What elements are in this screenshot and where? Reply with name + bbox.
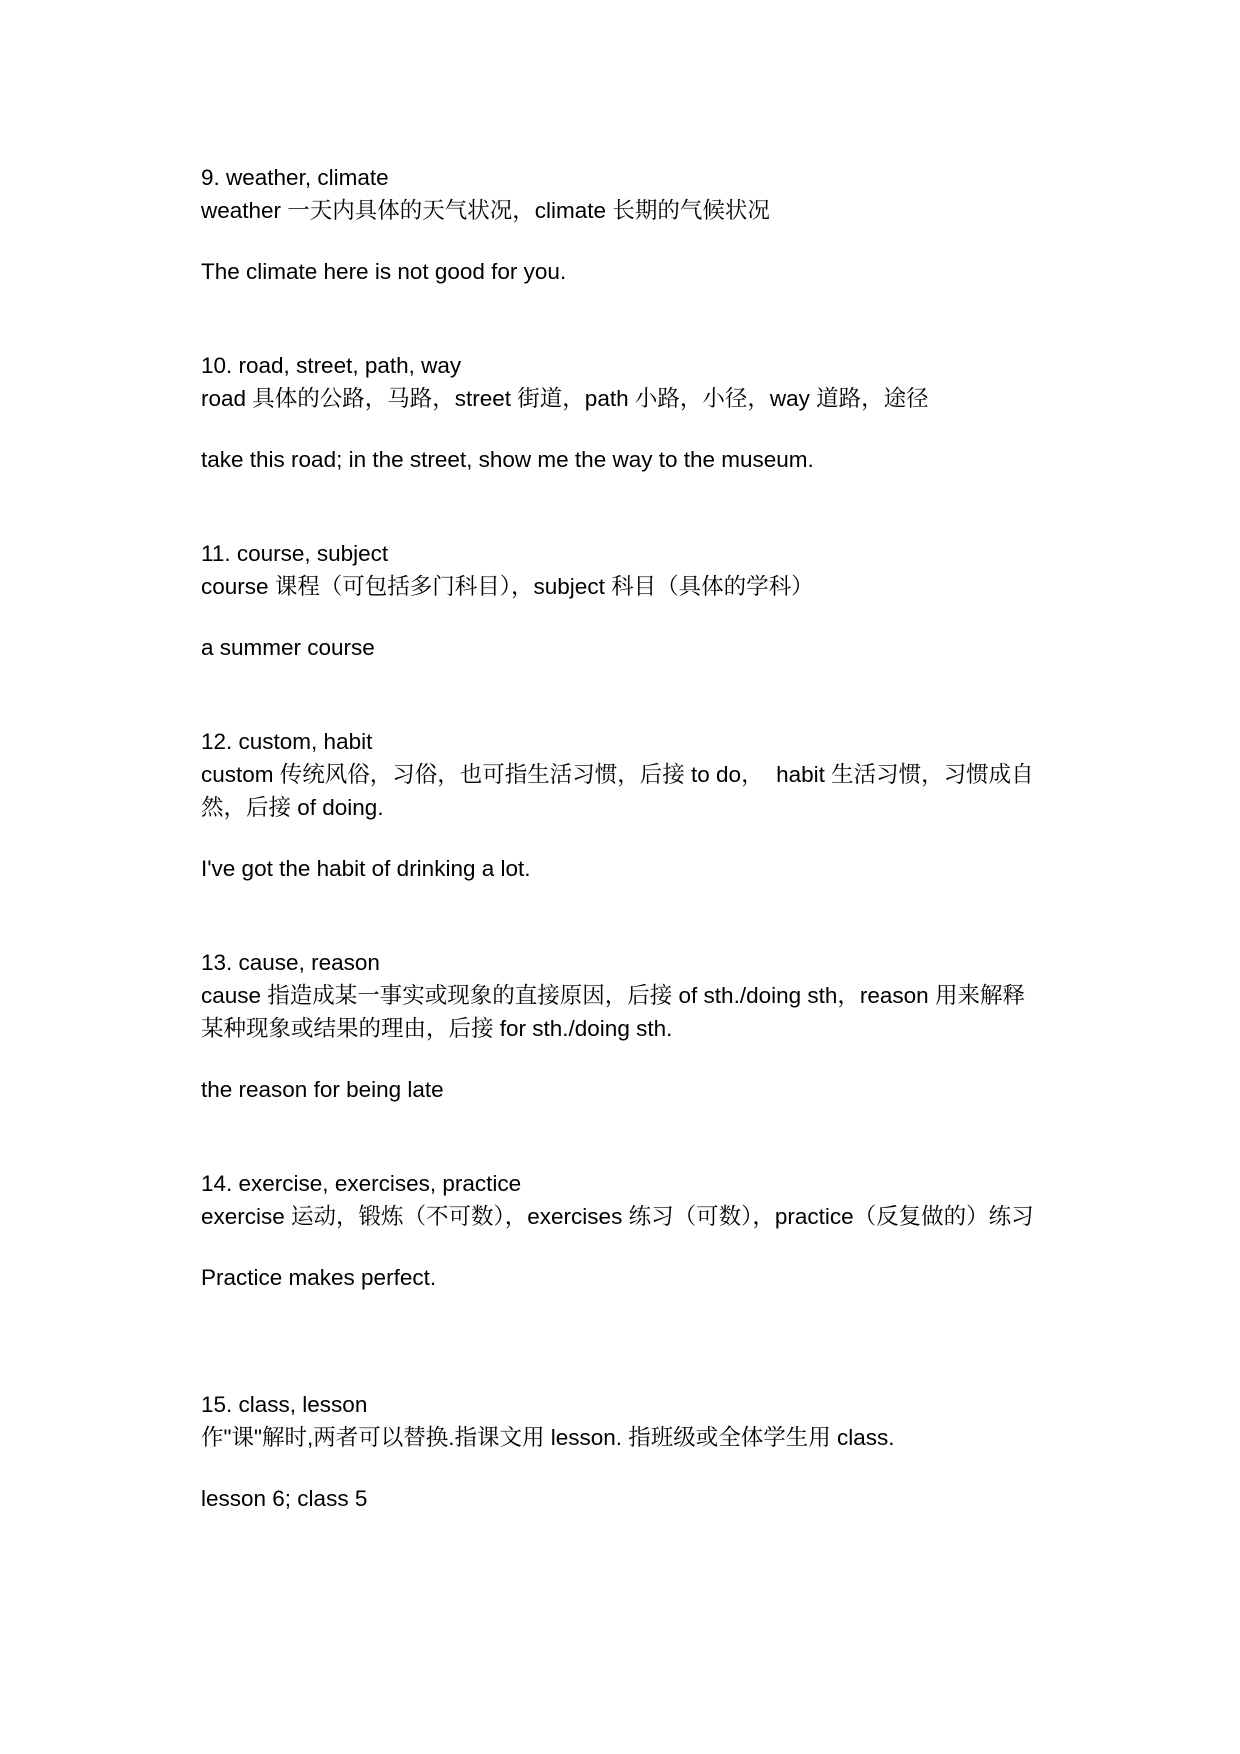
entry-heading: 9. weather, climate (201, 165, 389, 190)
entry-definition: custom 传统风俗，习俗，也可指生活习惯，后接 to do， habit 生活习惯，习惯成自然，后接 of doing. (201, 762, 1034, 820)
entry-14 (201, 1167, 1041, 1294)
entry-definition: exercise 运动，锻炼（不可数），exercises 练习（可数），practice（反复做的）练习 (201, 1204, 1034, 1229)
entry-13 (201, 946, 1041, 1106)
entry-heading: 12. custom, habit (201, 729, 373, 754)
entry-heading: 10. road, street, path, way (201, 353, 462, 378)
entry-11 (201, 537, 1041, 664)
entry-definition: weather 一天内具体的天气状况，climate 长期的气候状况 (201, 198, 770, 223)
entry-example: lesson 6; class 5 (201, 1486, 368, 1511)
entry-heading: 13. cause, reason (201, 950, 380, 975)
entry-10 (201, 349, 1041, 476)
entry-example: I've got the habit of drinking a lot. (201, 856, 531, 881)
entry-heading: 15. class, lesson (201, 1392, 368, 1417)
entry-9 (201, 161, 1041, 288)
entry-12 (201, 725, 1041, 885)
entry-example: the reason for being late (201, 1077, 444, 1102)
entry-heading: 14. exercise, exercises, practice (201, 1171, 522, 1196)
entry-example: a summer course (201, 635, 375, 660)
entry-definition: road 具体的公路，马路，street 街道，path 小路，小径，way 道路，途径 (201, 386, 929, 411)
entry-definition: 作"课"解时,两者可以替换.指课文用 lesson. 指班级或全体学生用 class. (201, 1425, 895, 1450)
entry-example: take this road; in the street, show me the way to the museum. (201, 447, 814, 472)
entry-heading: 11. course, subject (201, 541, 389, 566)
entry-example: Practice makes perfect. (201, 1265, 437, 1290)
entry-definition: course 课程（可包括多门科目），subject 科目（具体的学科） (201, 574, 814, 599)
entry-15 (201, 1388, 1041, 1515)
entry-example: The climate here is not good for you. (201, 259, 567, 284)
entry-definition: cause 指造成某一事实或现象的直接原因，后接 of sth./doing sth，reason 用来解释某种现象或结果的理由，后接 for sth./doing sth. (201, 983, 1025, 1041)
